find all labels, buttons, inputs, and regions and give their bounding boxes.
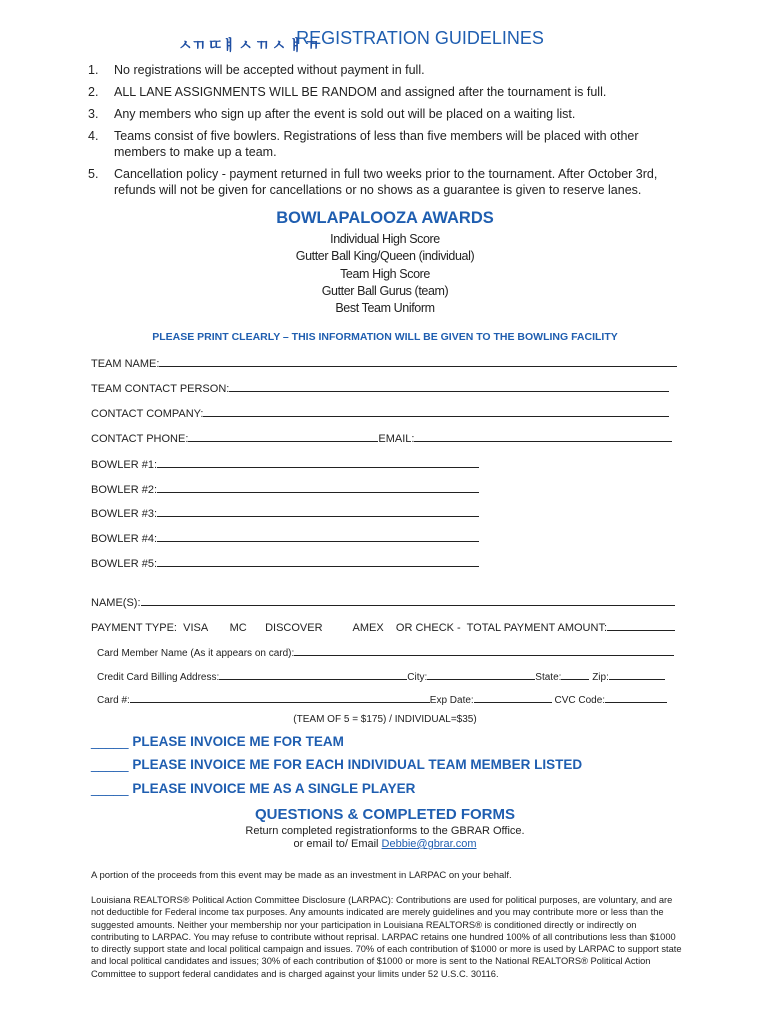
billing-address-field[interactable] (97, 669, 665, 683)
header (0, 28, 770, 54)
guideline-item (88, 84, 688, 100)
names-field[interactable] (91, 595, 675, 609)
bowler-5-field[interactable] (91, 556, 479, 570)
city-label: City: (407, 672, 428, 683)
garbled-header-text: ㅅㄲ ㄸㅒ ㅅ ㄲ ㅅ ㅒ ㄲ (178, 37, 319, 54)
payment-check-option[interactable]: OR CHECK - (395, 622, 461, 634)
checkbox-blank[interactable]: _____ (91, 757, 129, 772)
invoice-single-label: PLEASE INVOICE ME AS A SINGLE PLAYER (132, 781, 416, 796)
bowler-line[interactable] (157, 457, 479, 468)
larpac-disclosure: Louisiana REALTORS® Political Action Committee Disclosure (LARPAC): Contributions are used for political purposes, are voluntary, and are not deductible for Federal income tax purposes. Any amounts indicated are merely guidelines and you may contribute more or less than the suggested amounts. Neither your membership nor your participation in Louisiana REALTORS® is conditioned directly or indirectly on contributing to LARPAC. You may refuse to contribute without reprisal. LARPAC retains one hundred 100% of all contributions less than $1000 to directly support state and local political campaign and issues. 70% of each contribution of $1000 or more is used by LARPAC to support state and local political candidates and issues; 30% of each contribution of $1000 or more is sent to the National REALTORS® Political Action Committee to support federal candidates and is charged against your limits under 52 U.S.C. 30116. (91, 895, 682, 979)
award-item: Best Team Uniform (335, 301, 435, 316)
guideline-number: 2. (88, 85, 99, 99)
email-label: EMAIL: (378, 433, 415, 445)
state-label: State: (535, 672, 562, 683)
bowler-label: BOWLER #1: (91, 459, 158, 471)
guideline-item (88, 106, 688, 122)
bowler-label: BOWLER #4: (91, 533, 158, 545)
team-contact-field[interactable] (91, 381, 669, 395)
contact-phone-field[interactable] (91, 431, 672, 445)
contact-company-field[interactable] (91, 406, 669, 420)
bowler-4-field[interactable] (91, 531, 479, 545)
invoice-single-option[interactable] (91, 781, 415, 796)
team-contact-line[interactable] (229, 381, 669, 392)
email-line[interactable] (414, 431, 672, 442)
guideline-text: No registrations will be accepted without payment in full. (114, 63, 425, 77)
team-contact-label: TEAM CONTACT PERSON: (91, 383, 230, 395)
total-payment-line[interactable] (607, 620, 675, 631)
bowler-label: BOWLER #3: (91, 508, 158, 520)
invoice-each-label: PLEASE INVOICE ME FOR EACH INDIVIDUAL TEAM MEMBER LISTED (132, 757, 583, 772)
contact-company-label: CONTACT COMPANY: (91, 408, 204, 420)
cvc-line[interactable] (605, 692, 667, 703)
exp-date-line[interactable] (474, 692, 552, 703)
email-line-text (0, 838, 770, 851)
print-clearly-note: PLEASE PRINT CLEARLY – THIS INFORMATION WILL BE GIVEN TO THE BOWLING FACILITY (152, 331, 618, 343)
guideline-number: 5. (88, 167, 99, 181)
card-member-name-label: Card Member Name (As it appears on card): (97, 648, 295, 659)
card-number-line[interactable] (130, 692, 430, 703)
payment-type-row (91, 620, 675, 634)
awards-list (0, 231, 770, 317)
guideline-text: Any members who sign up after the event is sold out will be placed on a waiting list. (114, 107, 576, 121)
zip-label: Zip: (592, 672, 609, 683)
zip-line[interactable] (609, 669, 665, 680)
bowler-line[interactable] (157, 506, 479, 517)
bowler-line[interactable] (157, 531, 479, 542)
payment-visa-option[interactable]: VISA (183, 622, 209, 634)
card-member-name-line[interactable] (294, 645, 674, 656)
card-member-name-field[interactable] (97, 645, 674, 659)
card-number-field[interactable] (97, 692, 667, 706)
guideline-text: ALL LANE ASSIGNMENTS WILL BE RANDOM and assigned after the tournament is full. (114, 85, 607, 99)
team-name-field[interactable] (91, 356, 677, 370)
contact-phone-line[interactable] (188, 431, 378, 442)
guideline-text: Cancellation policy - payment returned in full two weeks prior to the tournament. After October 3rd, refunds will not be given for cancellations or no shows as a guarantee is given to reserve lanes. (114, 167, 658, 197)
questions-title: QUESTIONS & COMPLETED FORMS (254, 806, 515, 823)
contact-email-link[interactable]: Debbie@gbrar.com (381, 838, 477, 850)
invoice-team-option[interactable] (91, 734, 344, 749)
payment-type-label: PAYMENT TYPE: (91, 622, 177, 634)
guideline-item (88, 62, 688, 78)
billing-address-line[interactable] (219, 669, 407, 680)
guideline-number: 4. (88, 129, 99, 143)
cvc-label: CVC Code: (554, 695, 606, 706)
award-item: Gutter Ball King/Queen (individual) (295, 249, 475, 264)
names-line[interactable] (141, 595, 675, 606)
award-item: Individual High Score (330, 232, 440, 246)
award-item: Gutter Ball Gurus (team) (321, 283, 449, 298)
exp-date-label: Exp Date: (429, 695, 474, 706)
invoice-each-option[interactable] (91, 757, 582, 772)
city-line[interactable] (427, 669, 535, 680)
guideline-number: 1. (88, 63, 99, 77)
guideline-item (88, 128, 688, 160)
invoice-team-label: PLEASE INVOICE ME FOR TEAM (132, 734, 344, 749)
guidelines-list (88, 62, 688, 204)
bowler-line[interactable] (157, 556, 479, 567)
bowler-3-field[interactable] (91, 506, 479, 520)
billing-address-label: Credit Card Billing Address: (97, 672, 220, 683)
guideline-number: 3. (88, 107, 99, 121)
award-item: Team High Score (340, 266, 430, 281)
page-title: REGISTRATION GUIDELINES (296, 28, 544, 48)
email-prefix: or email to/ Email (293, 838, 382, 850)
bowler-label: BOWLER #2: (91, 484, 158, 496)
state-line[interactable] (561, 669, 589, 680)
card-number-label: Card #: (97, 695, 130, 706)
bowler-label: BOWLER #5: (91, 558, 158, 570)
bowler-2-field[interactable] (91, 482, 479, 496)
team-name-line[interactable] (159, 356, 677, 367)
return-forms-text: Return completed registrationforms to the GBRAR Office. (245, 825, 525, 837)
names-label: NAME(S): (91, 597, 141, 609)
checkbox-blank[interactable]: _____ (91, 734, 129, 749)
bowler-1-field[interactable] (91, 457, 479, 471)
questions-body (0, 825, 770, 851)
guideline-text: Teams consist of five bowlers. Registrations of less than five members will be placed with other members to make up a team. (114, 129, 639, 159)
fee-note: (TEAM OF 5 = $175) / INDIVIDUAL=$35) (293, 714, 477, 725)
payment-mc-option[interactable]: MC (229, 622, 247, 634)
contact-phone-label: CONTACT PHONE: (91, 433, 189, 445)
bowler-line[interactable] (157, 482, 479, 493)
total-payment-label: TOTAL PAYMENT AMOUNT: (466, 622, 607, 634)
larpac-portion-note: A portion of the proceeds from this event may be made as an investment in LARPAC on your behalf. (91, 870, 512, 881)
awards-title: BOWLAPALOOZA AWARDS (276, 209, 494, 227)
contact-company-line[interactable] (203, 406, 669, 417)
payment-amex-option[interactable]: AMEX (352, 622, 384, 634)
team-name-label: TEAM NAME: (91, 358, 160, 370)
checkbox-blank[interactable]: _____ (91, 781, 129, 796)
guideline-item (88, 166, 688, 198)
payment-discover-option[interactable]: DISCOVER (265, 622, 323, 634)
